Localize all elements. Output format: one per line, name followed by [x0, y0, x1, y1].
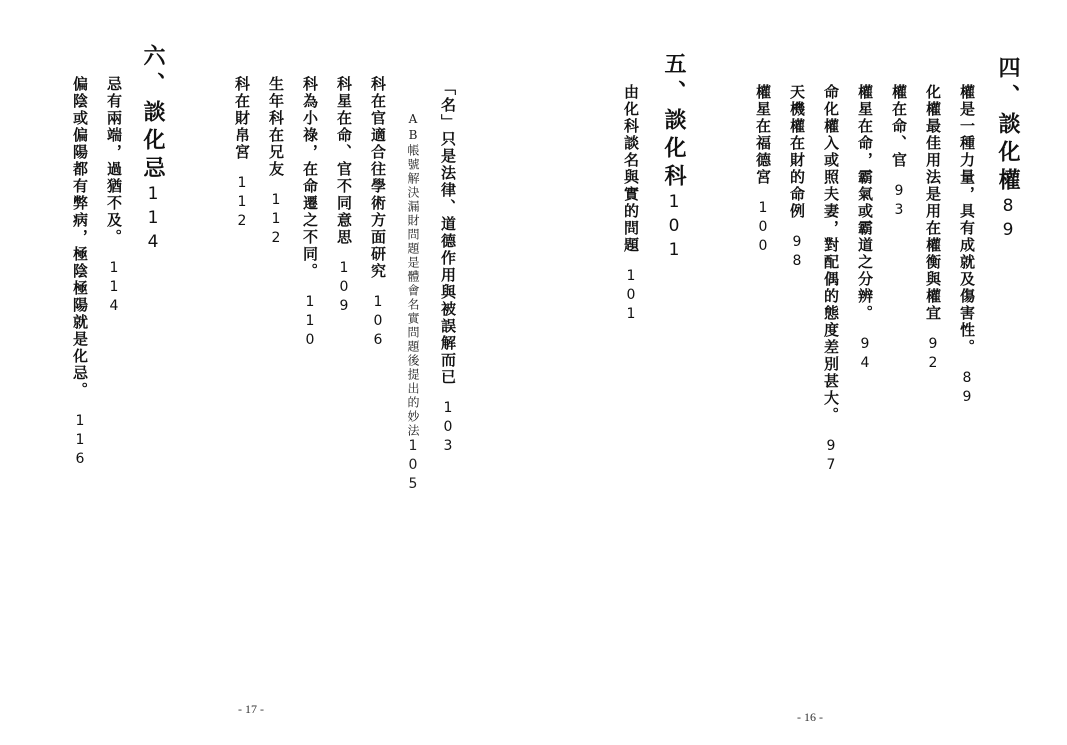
toc-entry-page: 106: [370, 294, 386, 351]
toc-entry: [857, 84, 872, 374]
toc-entry: [302, 76, 317, 351]
toc-entry-text: 生年科在兄友: [267, 76, 285, 178]
toc-entry-text: 科星在命、官不同意思: [335, 76, 353, 246]
toc-entry-page: 103: [440, 400, 456, 457]
toc-entry-page: 100: [755, 200, 771, 257]
toc-entry-page: 110: [302, 294, 318, 351]
section-heading-page: 89: [998, 196, 1018, 244]
page-number: - 16 -: [797, 710, 823, 724]
toc-entry-text: 權星在命，霸氣或霸道之分辨。: [856, 84, 874, 322]
section-heading: [142, 44, 164, 256]
toc-entry: [336, 76, 351, 317]
page-17: [0, 0, 533, 745]
section-heading-text: 六、談化忌: [140, 44, 166, 184]
toc-entry-text: 天機權在財的命例: [788, 84, 806, 220]
toc-entry: [623, 84, 638, 325]
toc-entry-page: 89: [959, 370, 975, 408]
toc-entry: [959, 84, 974, 408]
page-16: [533, 0, 1067, 745]
section-heading-text: 四、談化權: [995, 56, 1021, 196]
toc-entry: [106, 76, 121, 317]
toc-entry-text: 化權最佳用法是用在權衡與權宜: [924, 84, 942, 322]
toc-entry-text: 權在命、官: [890, 84, 908, 169]
toc-entry-text: 「名」只是法律、道德作用與被誤解而已: [439, 80, 457, 386]
toc-entry: [268, 76, 283, 249]
toc-sub-entry: [406, 112, 420, 495]
section-heading-page: 101: [664, 192, 684, 264]
toc-entry-text: 權是一種力量，具有成就及傷害性。: [958, 84, 976, 356]
section-heading: [663, 52, 685, 264]
toc-entry-text: AB帳號解決漏財問題是體會名實問題後提出的妙法: [406, 112, 420, 438]
toc-entry-text: 科在官適合往學術方面研究: [369, 76, 387, 280]
toc-entry: [370, 76, 385, 351]
toc-entry: [440, 80, 455, 457]
toc-entry-text: 科在財帛宮: [233, 76, 251, 161]
toc-entry-text: 科為小祿，在命遷之不同。: [301, 76, 319, 280]
toc-entry-page: 112: [234, 175, 250, 232]
toc-entry-page: 112: [268, 192, 284, 249]
toc-entry-page: 94: [857, 336, 873, 374]
toc-entry-text: 忌有兩端，過猶不及。: [105, 76, 123, 246]
toc-entry-text: 命化權入或照夫妻，對配偶的態度差別甚大。: [822, 84, 840, 424]
toc-entry-page: 116: [72, 413, 88, 470]
toc-entry: [72, 76, 87, 470]
section-heading-page: 114: [143, 184, 163, 256]
toc-entry: [234, 76, 249, 232]
section-heading: [997, 56, 1019, 244]
toc-entry-text: 偏陰或偏陽都有弊病，極陰極陽就是化忌。: [71, 76, 89, 399]
toc-entry-page: 97: [823, 438, 839, 476]
toc-entry: [789, 84, 804, 272]
toc-entry-page: 98: [789, 234, 805, 272]
toc-entry-page: 114: [106, 260, 122, 317]
toc-entry: [755, 84, 770, 257]
toc-entry-page: 93: [891, 183, 907, 221]
toc-entry: [891, 84, 906, 221]
toc-entry-text: 權星在福德宮: [754, 84, 772, 186]
toc-entry: [925, 84, 940, 374]
toc-entry-page: 109: [336, 260, 352, 317]
toc-entry-page: 92: [925, 336, 941, 374]
toc-entry-page: 101: [623, 268, 639, 325]
section-heading-text: 五、談化科: [661, 52, 687, 192]
toc-entry-text: 由化科談名與實的問題: [622, 84, 640, 254]
page-number: - 17 -: [238, 702, 264, 716]
toc-entry: [823, 84, 838, 476]
toc-entry-page: 105: [405, 438, 421, 495]
